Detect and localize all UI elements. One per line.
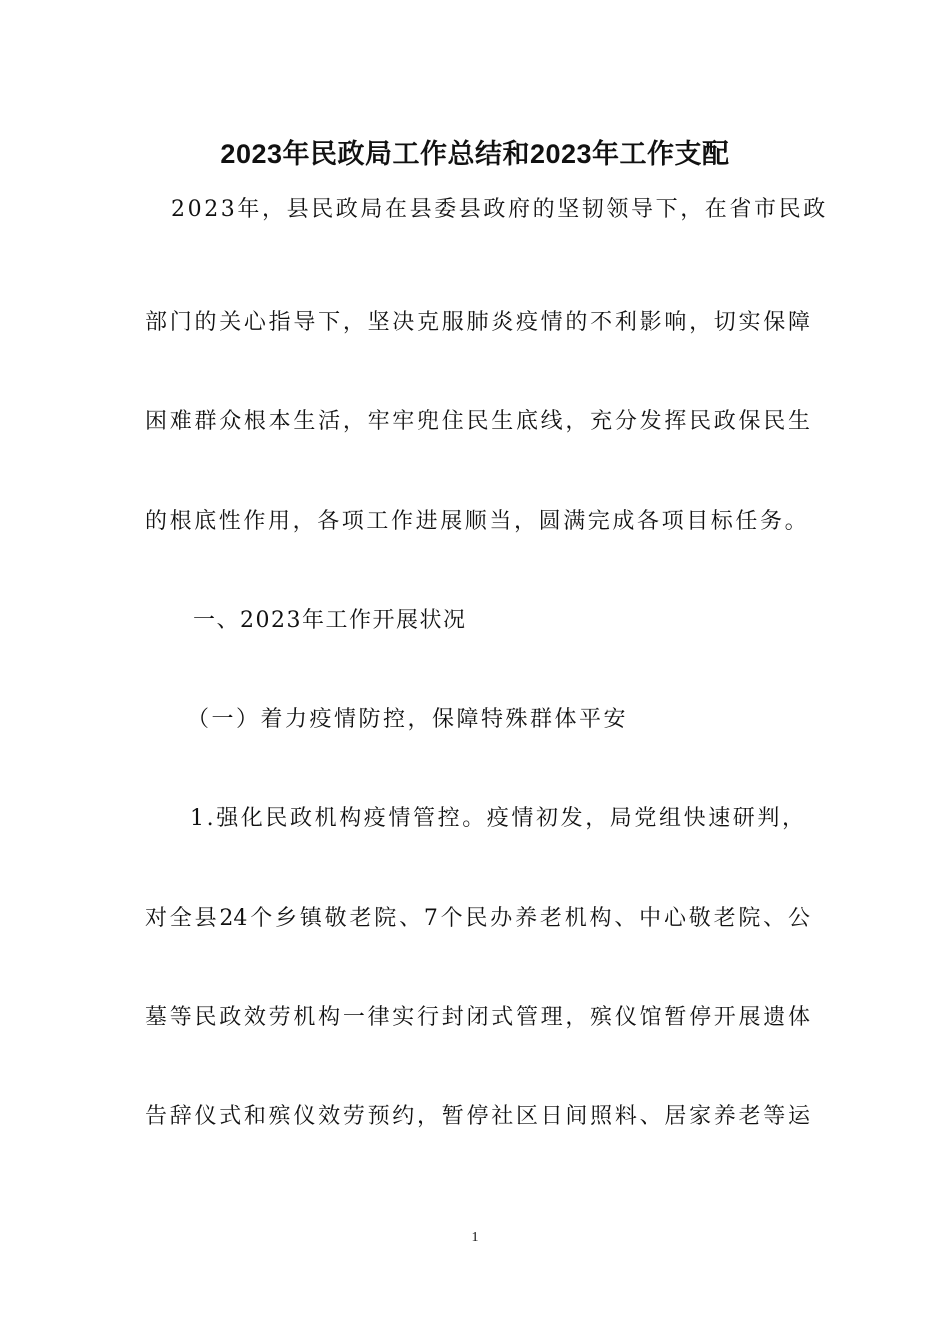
paragraph-line: 部门的关心指导下，坚决克服肺炎疫情的不利影响，切实保障 <box>145 310 810 335</box>
document-title: 2023年民政局工作总结和2023年工作支配 <box>220 139 730 169</box>
paragraph-line: 的根底性作用，各项工作进展顺当，圆满完成各项目标任务。 <box>145 509 810 534</box>
section-heading: 一、2023年工作开展状况 <box>193 608 467 633</box>
paragraph-line: 2023年，县民政局在县委县政府的坚韧领导下，在省市民政 <box>171 197 828 222</box>
paragraph-line: 1.强化民政机构疫情管控。疫情初发，局党组快速研判， <box>190 806 807 831</box>
paragraph-line: 告辞仪式和殡仪效劳预约，暂停社区日间照料、居家养老等运 <box>145 1104 810 1129</box>
paragraph-line: 墓等民政效劳机构一律实行封闭式管理，殡仪馆暂停开展遗体 <box>145 1005 810 1030</box>
paragraph-line: 对全县24个乡镇敬老院、7个民办养老机构、中心敬老院、公 <box>145 906 810 931</box>
subsection-heading: （一）着力疫情防控，保障特殊群体平安 <box>187 707 629 732</box>
page-number: 1 <box>471 1230 479 1245</box>
paragraph-line: 困难群众根本生活，牢牢兜住民生底线，充分发挥民政保民生 <box>145 409 810 434</box>
